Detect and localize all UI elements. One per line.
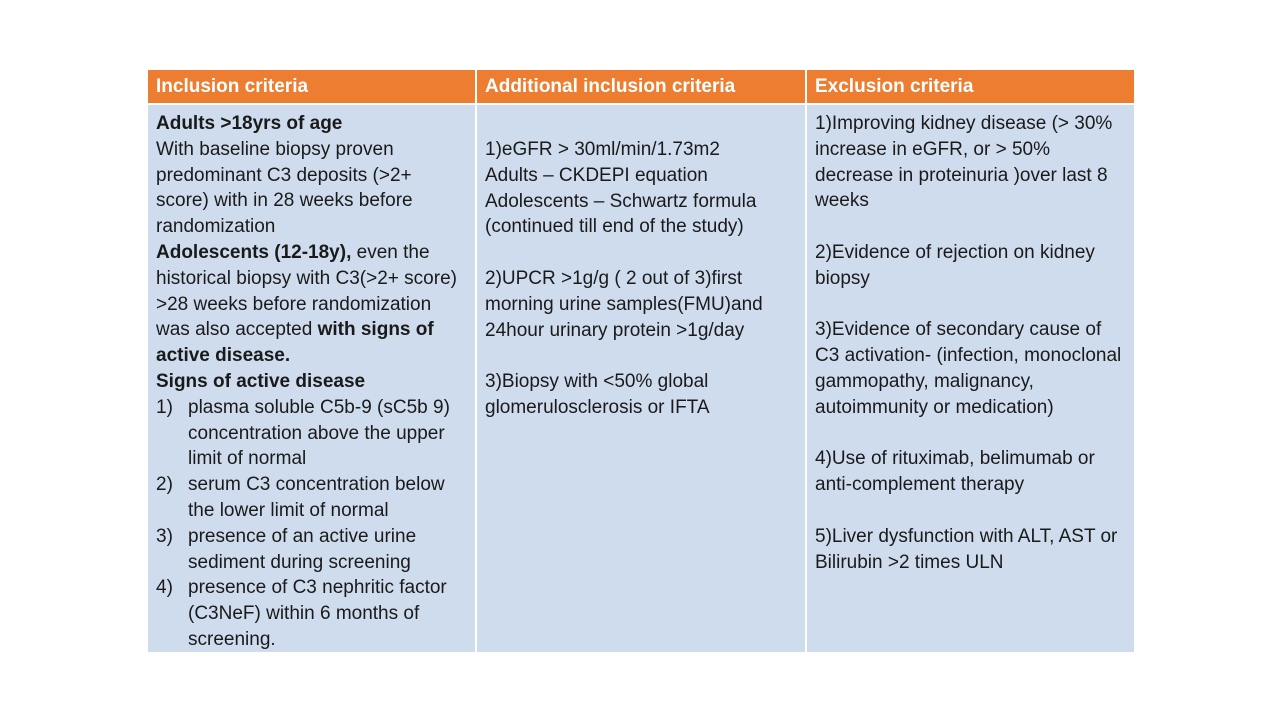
signs-list-item — [156, 524, 467, 576]
additional-line: glomerulosclerosis or IFTA — [485, 396, 710, 418]
spacer — [815, 292, 1126, 318]
signs-list-item — [156, 395, 467, 472]
additional-line: morning urine samples(FMU)and — [485, 293, 763, 315]
additional-line: 3)Biopsy with <50% global — [485, 371, 709, 393]
signs-list-item — [156, 472, 467, 524]
signs-title: Signs of active disease — [156, 370, 366, 392]
adolescents-text: even the historical biopsy with C3(>2+ score) >28 weeks before randomization was also accepted — [156, 241, 457, 341]
adults-text: With baseline biopsy proven predominant C3 deposits (>2+ score) with in 28 weeks before randomization — [156, 138, 413, 238]
exclusion-item: 1)Improving kidney disease (> 30% increase in eGFR, or > 50% decrease in proteinuria )over last 8 weeks — [815, 113, 1113, 212]
exclusion-item: 4)Use of rituximab, belimumab or anti-complement therapy — [815, 448, 1095, 496]
signs-item-number: 1) — [156, 396, 173, 418]
spacer — [815, 421, 1126, 447]
signs-item-text: presence of an active urine sediment during screening — [188, 525, 417, 573]
criteria-table — [148, 70, 1134, 652]
additional-line: 2)UPCR >1g/g ( 2 out of 3)first — [485, 267, 743, 289]
adults-title: Adults >18yrs of age — [156, 113, 343, 134]
exclusion-item: 2)Evidence of rejection on kidney biopsy — [815, 241, 1095, 289]
additional-item-egfr — [485, 137, 797, 240]
exclusion-cell — [807, 103, 1134, 652]
spacer — [485, 240, 797, 266]
signs-item-text: presence of C3 nephritic factor (C3NeF) within 6 months of screening. — [188, 577, 447, 650]
additional-line: (continued till end of the study) — [485, 216, 744, 238]
additional-item-biopsy — [485, 369, 797, 421]
adolescents-paragraph — [156, 240, 467, 369]
additional-line: 1)eGFR > 30ml/min/1.73m2 — [485, 139, 720, 160]
inclusion-cell — [148, 103, 477, 652]
exclusion-item: 5)Liver dysfunction with ALT, AST or Bilirubin >2 times ULN — [815, 525, 1118, 573]
adolescents-title: Adolescents (12-18y), — [156, 241, 352, 263]
spacer — [815, 498, 1126, 524]
additional-line: Adolescents – Schwartz formula — [485, 190, 757, 212]
additional-item-upcr — [485, 266, 797, 343]
adolescents-bold-end: with signs of active disease. — [156, 319, 434, 367]
signs-item-number: 4) — [156, 577, 173, 599]
spacer — [815, 214, 1126, 240]
header-exclusion-criteria: Exclusion criteria — [807, 70, 1134, 103]
additional-line: Adults – CKDEPI equation — [485, 164, 708, 186]
spacer — [485, 343, 797, 369]
signs-item-text: serum C3 concentration below the lower limit of normal — [188, 474, 445, 521]
additional-inclusion-cell — [477, 103, 807, 652]
header-inclusion-criteria: Inclusion criteria — [148, 70, 477, 103]
signs-item-text: plasma soluble C5b-9 (sC5b 9) concentration above the upper limit of normal — [188, 396, 450, 470]
signs-list-item — [156, 575, 467, 652]
additional-line: 24hour urinary protein >1g/day — [485, 319, 745, 341]
signs-item-number: 2) — [156, 474, 173, 496]
header-additional-inclusion-criteria: Additional inclusion criteria — [477, 70, 807, 103]
signs-list — [156, 395, 467, 652]
signs-item-number: 3) — [156, 525, 173, 547]
exclusion-item: 3)Evidence of secondary cause of C3 activation- (infection, monoclonal gammopathy, malignancy, autoimmunity or medication) — [815, 319, 1122, 418]
